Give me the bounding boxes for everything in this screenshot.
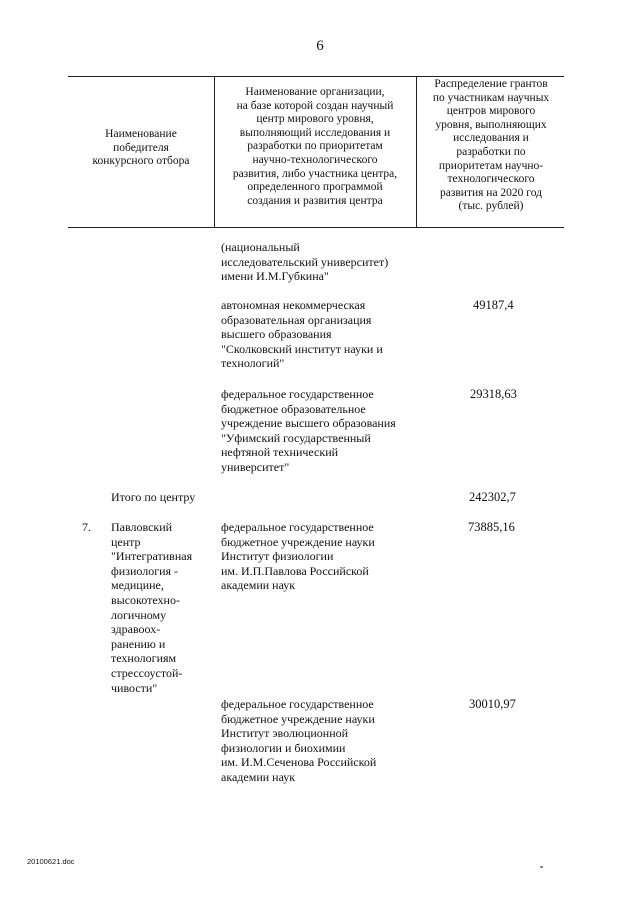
header-divider-2 bbox=[416, 76, 417, 228]
row-ufa-org: федеральное государственное бюджетное образовательное учреждение высшего образования "Уфимский государственный нефтяной технический университет" bbox=[221, 387, 396, 474]
row-7-index: 7. bbox=[82, 520, 91, 534]
header-divider-1 bbox=[214, 76, 215, 228]
header-col-organization: Наименование организации, на базе которой создан научный центр мирового уровня, выполняющий исследования и разработки по приоритетам научно-технологического развития, либо участника центра, определенного программой создания и развития центра bbox=[232, 86, 398, 207]
page-number: 6 bbox=[316, 38, 324, 54]
header-col-grant-distribution: Распределение грантов по участникам научных центров мирового уровня, выполняющих исследования и разработки по приоритетам научно- технологического развития на 2020 год (тыс. рублей) bbox=[432, 78, 550, 213]
row-skoltech-value: 49187,4 bbox=[473, 298, 514, 312]
row-pavlov-value: 73885,16 bbox=[468, 520, 515, 534]
total-label: Итого по центру bbox=[111, 490, 196, 504]
row-gubkin-org: (национальный исследовательский университет) имени И.М.Губкина" bbox=[221, 240, 389, 284]
row-7-winner: Павловский центр "Интегративная физиология - медицине, высокотехно- логичному здравоох- ранению и технологиям стрессоустой- чивости" bbox=[111, 520, 193, 695]
scan-mark bbox=[540, 866, 543, 868]
row-skoltech-org: автономная некоммерческая образовательная организация высшего образования "Сколковский институт науки и технологий" bbox=[221, 298, 383, 371]
row-sechenov-value: 30010,97 bbox=[469, 697, 516, 711]
table-header-bottom-border bbox=[68, 227, 564, 228]
footer-filename: 20100621.doc bbox=[27, 857, 75, 866]
total-value: 242302,7 bbox=[469, 490, 516, 504]
table-top-border bbox=[68, 76, 564, 77]
row-ufa-value: 29318,63 bbox=[470, 387, 517, 401]
header-col-winner: Наименование победителя конкурсного отбора bbox=[92, 128, 190, 168]
row-pavlov-org: федеральное государственное бюджетное учреждение науки Институт физиологии им. И.П.Павлова Российской академии наук bbox=[221, 520, 375, 593]
row-sechenov-org: федеральное государственное бюджетное учреждение науки Институт эволюционной физиологии и биохимии им. И.М.Сеченова Российской академии наук bbox=[221, 697, 377, 784]
